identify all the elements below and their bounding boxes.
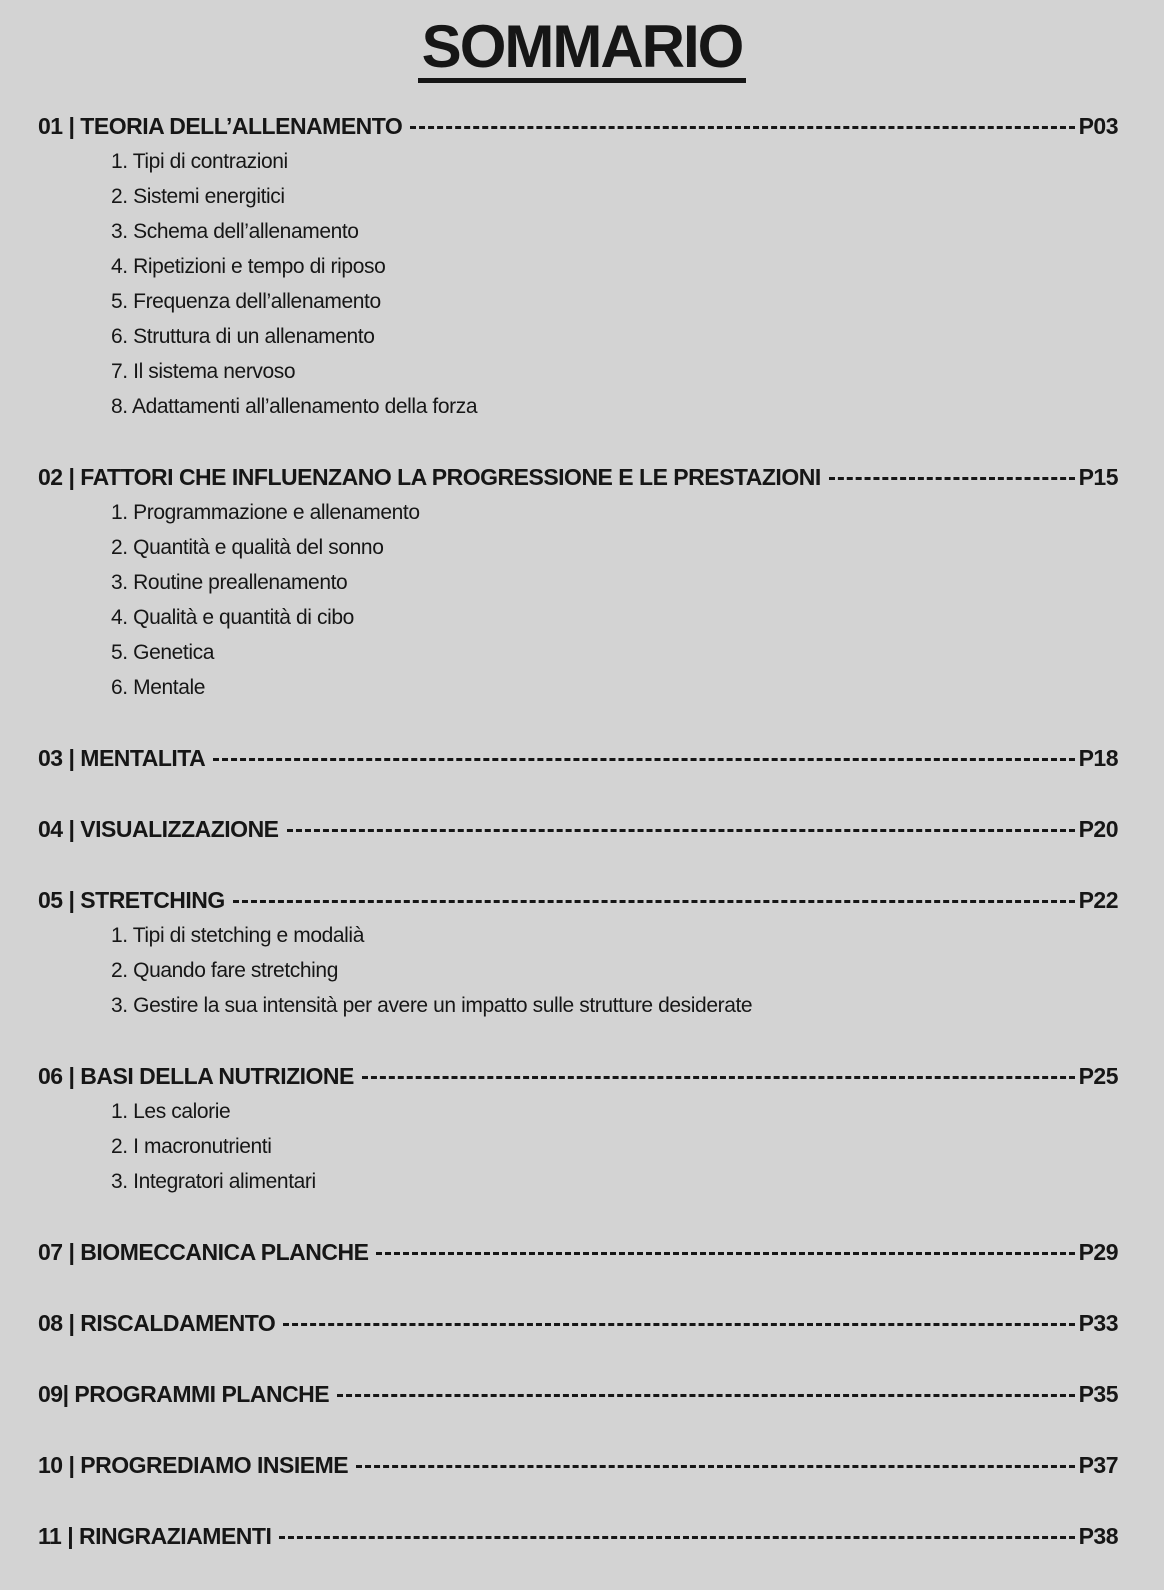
toc-section-label: 02 | FATTORI CHE INFLUENZANO LA PROGRESSIONE E LE PRESTAZIONI	[38, 464, 821, 490]
toc-section	[38, 1377, 1118, 1412]
dotted-leader	[362, 1076, 1075, 1079]
toc-section-label: 05 | STRETCHING	[38, 887, 225, 913]
dotted-leader	[337, 1394, 1074, 1397]
toc-subitem[interactable]: 3. Routine preallenamento	[111, 571, 348, 594]
toc-subitem[interactable]: 2. Quando fare stretching	[111, 959, 338, 982]
toc-subitem[interactable]: 1. Tipi di stetching e modalià	[111, 924, 364, 947]
toc-section	[38, 1448, 1118, 1483]
toc-section-label: 03 | MENTALITA	[38, 745, 206, 771]
toc-subitem[interactable]: 7. Il sistema nervoso	[111, 360, 296, 383]
toc-page-number: P18	[1078, 745, 1118, 771]
toc-section-heading[interactable]	[38, 812, 1118, 847]
toc-section	[38, 812, 1118, 847]
toc-section-label: 06 | BASI DELLA NUTRIZIONE	[38, 1063, 354, 1089]
toc-subitem[interactable]: 2. I macronutrienti	[111, 1135, 272, 1158]
toc-section-heading[interactable]	[38, 1306, 1118, 1341]
toc-subitem-list	[38, 918, 1118, 1023]
toc-section-label: 08 | RISCALDAMENTO	[38, 1310, 276, 1336]
toc-subitem[interactable]: 4. Ripetizioni e tempo di riposo	[111, 255, 386, 278]
toc-subitem[interactable]: 6. Mentale	[111, 676, 206, 699]
toc-section-heading[interactable]	[38, 741, 1118, 776]
toc-subitem[interactable]: 3. Gestire la sua intensità per avere un impatto sulle strutture desiderate	[111, 994, 753, 1017]
page-title-text: SOMMARIO	[418, 16, 747, 83]
toc-section-label: 01 | TEORIA DELL’ALLENAMENTO	[38, 113, 403, 139]
toc-subitem[interactable]: 6. Struttura di un allenamento	[111, 325, 375, 348]
toc-page-number: P35	[1078, 1381, 1118, 1407]
toc-section	[38, 1235, 1118, 1270]
toc-page-number: P33	[1078, 1310, 1118, 1336]
toc-section	[38, 460, 1118, 705]
toc-section-heading[interactable]	[38, 883, 1118, 918]
toc-subitem[interactable]: 1. Les calorie	[111, 1100, 231, 1123]
toc-section-label: 11 | RINGRAZIAMENTI	[38, 1523, 272, 1549]
toc-subitem-list	[38, 144, 1118, 424]
toc-subitem[interactable]: 1. Programmazione e allenamento	[111, 501, 420, 524]
page-title	[0, 12, 1164, 83]
dotted-leader	[356, 1465, 1074, 1468]
toc-subitem[interactable]: 2. Quantità e qualità del sonno	[111, 536, 384, 559]
dotted-leader	[829, 477, 1075, 480]
toc-section-label: 07 | BIOMECCANICA PLANCHE	[38, 1239, 369, 1265]
toc-page-number: P25	[1078, 1063, 1118, 1089]
toc-section	[38, 1306, 1118, 1341]
toc-section	[38, 741, 1118, 776]
toc-page-number: P20	[1078, 816, 1118, 842]
toc-section-heading[interactable]	[38, 1448, 1118, 1483]
dotted-leader	[213, 758, 1074, 761]
toc-section	[38, 1059, 1118, 1199]
toc-section-heading[interactable]	[38, 460, 1118, 495]
toc-page-number: P37	[1078, 1452, 1118, 1478]
toc-subitem[interactable]: 8. Adattamenti all’allenamento della forza	[111, 395, 478, 418]
toc-section-heading[interactable]	[38, 1519, 1118, 1554]
toc-subitem[interactable]: 2. Sistemi energitici	[111, 185, 285, 208]
toc-subitem[interactable]: 4. Qualità e quantità di cibo	[111, 606, 354, 629]
toc-page-number: P15	[1078, 464, 1118, 490]
toc-subitem[interactable]: 5. Genetica	[111, 641, 214, 664]
table-of-contents	[38, 109, 1118, 1590]
dotted-leader	[233, 900, 1075, 903]
toc-page-number: P03	[1078, 113, 1118, 139]
toc-section	[38, 109, 1118, 424]
toc-page-number: P22	[1078, 887, 1118, 913]
toc-section-label: 10 | PROGREDIAMO INSIEME	[38, 1452, 349, 1478]
toc-section-label: 04 | VISUALIZZAZIONE	[38, 816, 279, 842]
toc-subitem[interactable]: 3. Schema dell’allenamento	[111, 220, 359, 243]
toc-subitem[interactable]: 1. Tipi di contrazioni	[111, 150, 288, 173]
toc-section-heading[interactable]	[38, 1377, 1118, 1412]
toc-section	[38, 883, 1118, 1023]
toc-page-number: P29	[1078, 1239, 1118, 1265]
toc-section	[38, 1519, 1118, 1554]
toc-subitem-list	[38, 495, 1118, 705]
dotted-leader	[283, 1323, 1074, 1326]
dotted-leader	[376, 1252, 1074, 1255]
dotted-leader	[279, 1536, 1074, 1539]
toc-section-heading[interactable]	[38, 1235, 1118, 1270]
toc-section-heading[interactable]	[38, 1059, 1118, 1094]
toc-section-heading[interactable]	[38, 109, 1118, 144]
toc-subitem[interactable]: 5. Frequenza dell’allenamento	[111, 290, 381, 313]
toc-subitem-list	[38, 1094, 1118, 1199]
dotted-leader	[410, 126, 1074, 129]
toc-page-number: P38	[1078, 1523, 1118, 1549]
toc-subitem[interactable]: 3. Integratori alimentari	[111, 1170, 316, 1193]
toc-section-label: 09| PROGRAMMI PLANCHE	[38, 1381, 330, 1407]
dotted-leader	[287, 829, 1075, 832]
